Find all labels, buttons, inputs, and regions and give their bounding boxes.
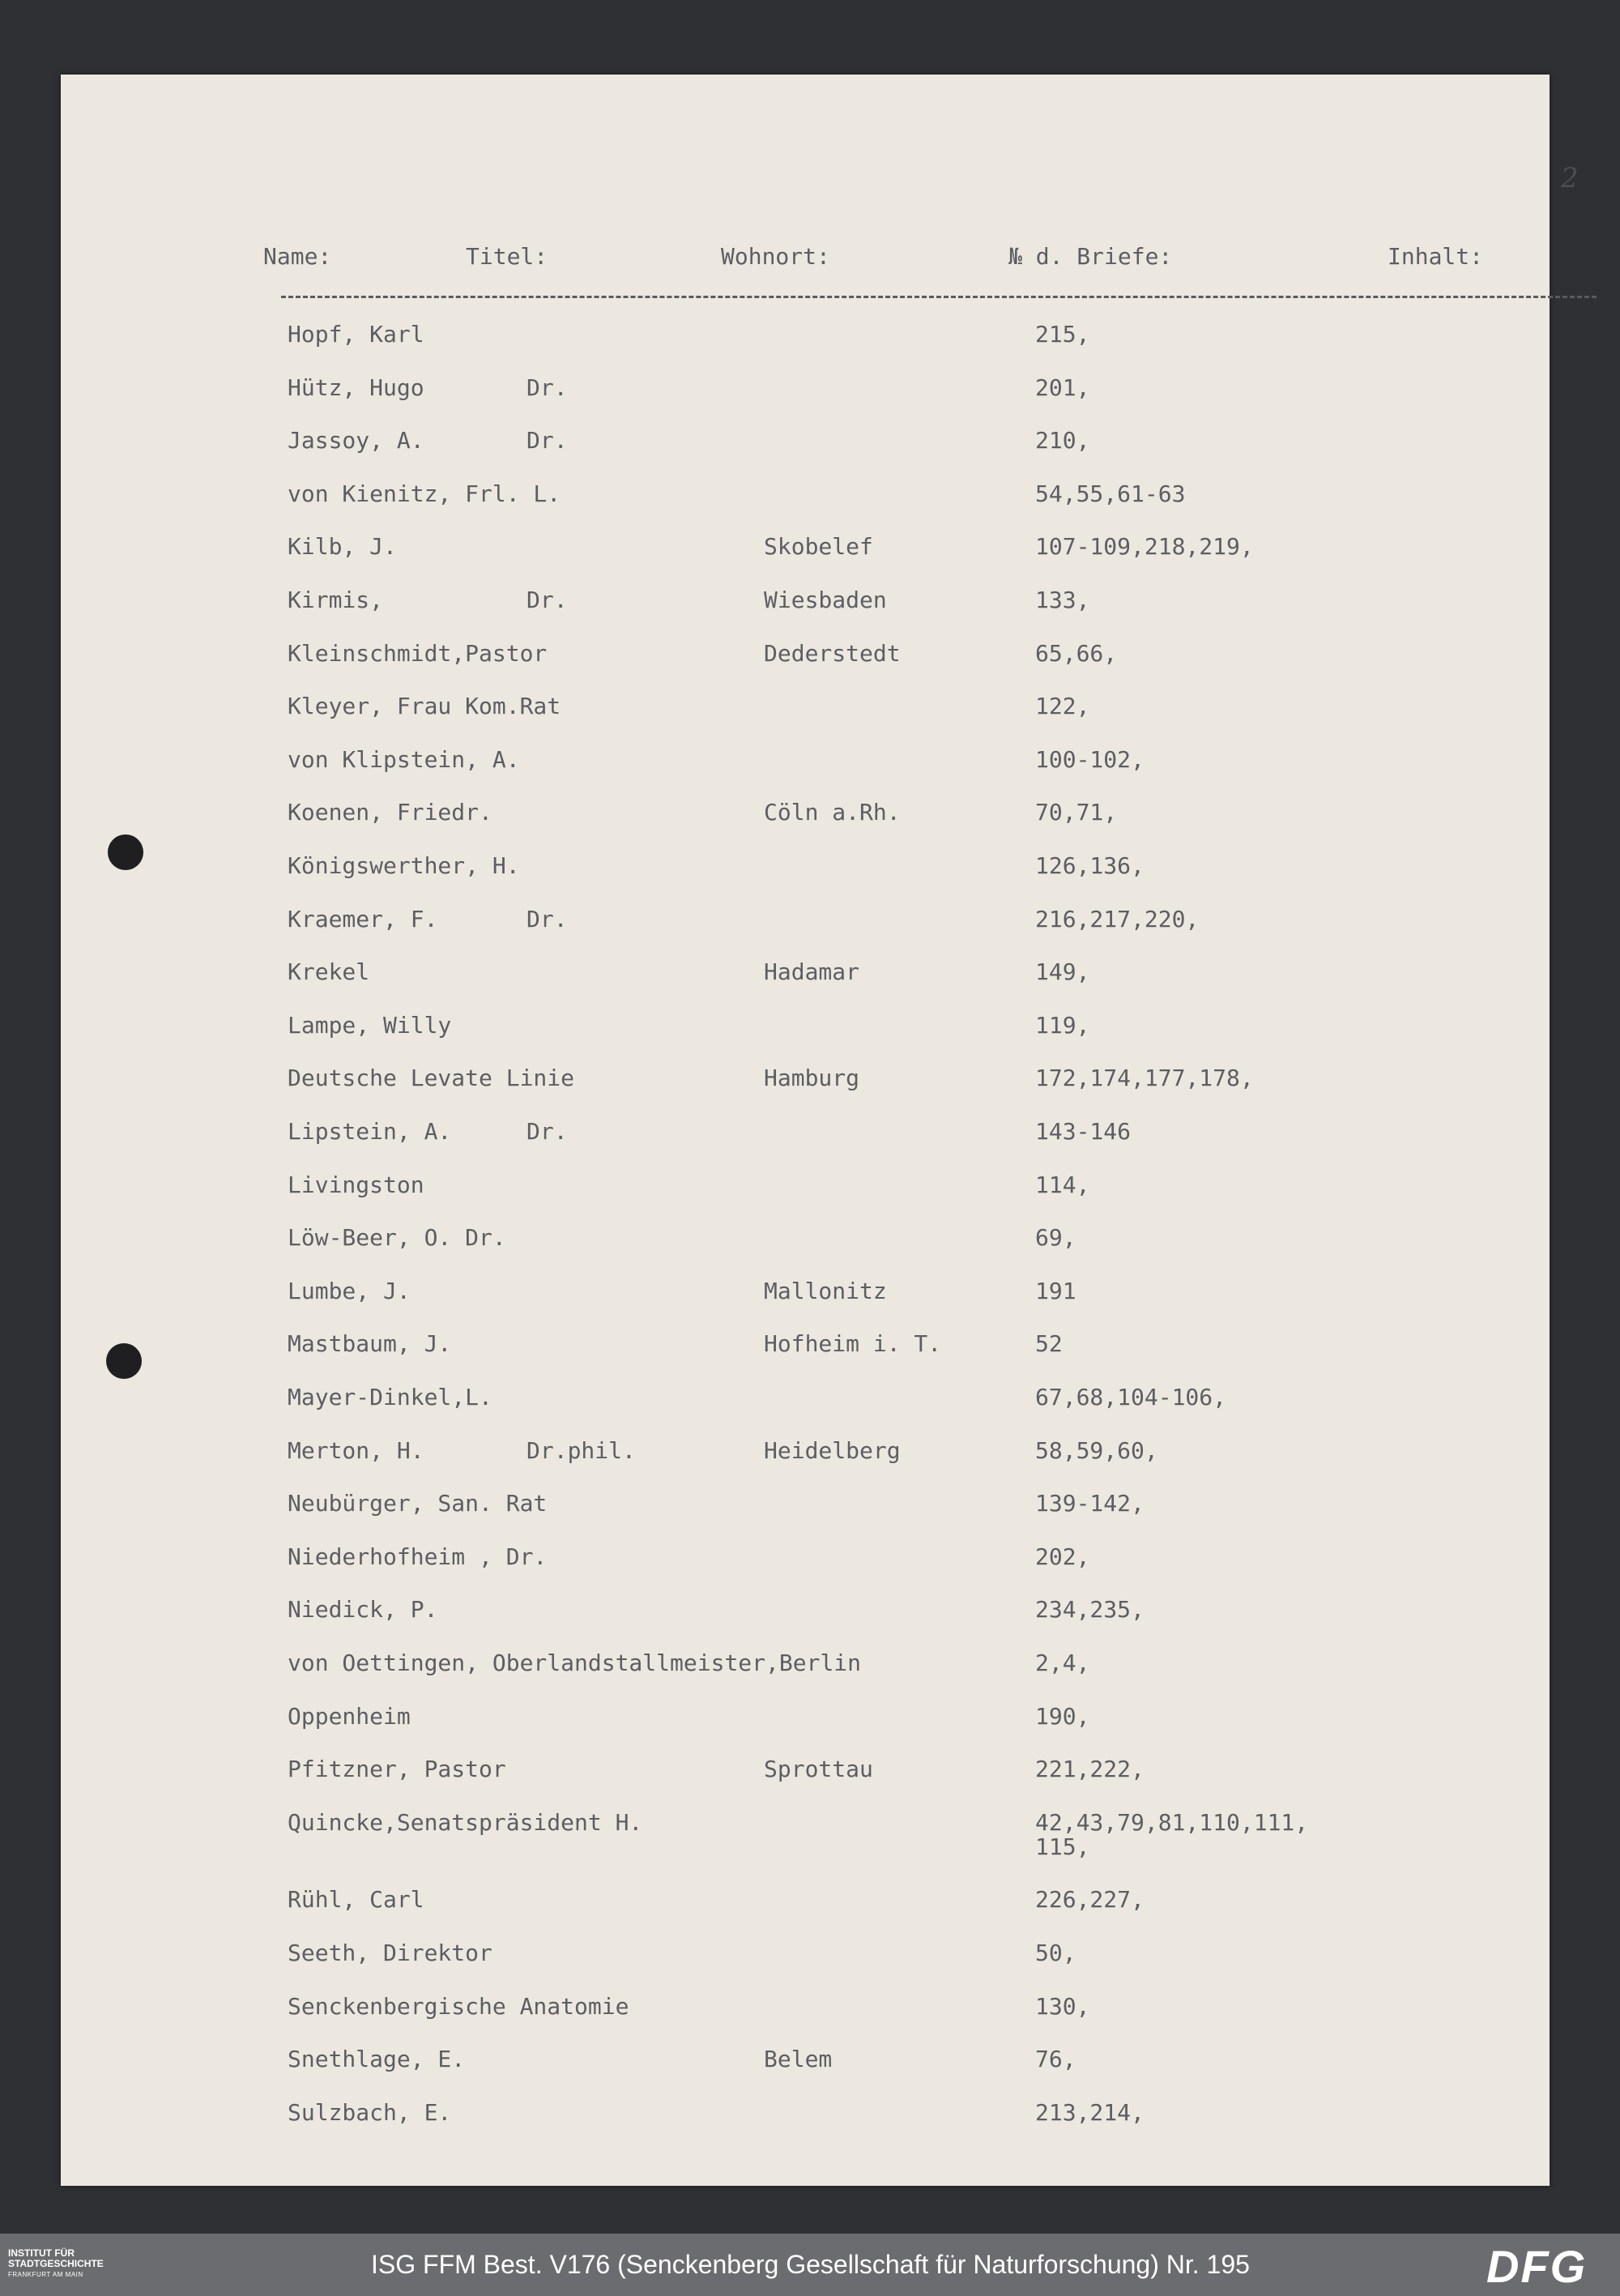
table-row (61, 959, 1550, 992)
row-wohnort: Hamburg (764, 1065, 860, 1091)
table-row (61, 1065, 1550, 1098)
institute-logo-text (8, 2248, 104, 2280)
header-wohnort: Wohnort: (721, 243, 830, 270)
row-name: von Oettingen, Oberlandstallmeister,Berlin (288, 1649, 862, 1676)
table-row (61, 853, 1550, 886)
table-row (61, 481, 1550, 514)
row-briefe: 210, (1035, 427, 1090, 454)
header-name: Name: (263, 243, 332, 270)
table-row (61, 1119, 1550, 1151)
table-row (61, 1704, 1550, 1736)
row-briefe: 122, (1035, 693, 1090, 719)
table-row (61, 1331, 1550, 1364)
table-row (61, 1278, 1550, 1311)
header-titel: Titel: (466, 243, 548, 270)
table-row (61, 747, 1550, 779)
archive-reference: ISG FFM Best. V176 (Senckenberg Gesellschaft für Naturforschung) Nr. 195 (371, 2250, 1250, 2279)
row-name: Königswerther, H. (288, 852, 520, 879)
row-titel: Dr. (526, 906, 568, 932)
table-row (61, 1994, 1550, 2026)
row-name: Hütz, Hugo (288, 374, 424, 401)
row-name: Hopf, Karl (288, 321, 424, 348)
row-name: Livingston (288, 1171, 424, 1198)
table-row (61, 1756, 1550, 1789)
row-briefe: 191 (1035, 1278, 1076, 1304)
row-briefe: 216,217,220, (1035, 906, 1200, 932)
table-row (61, 641, 1550, 673)
table-row (61, 1887, 1550, 1919)
row-briefe: 42,43,79,81,110,111, (1035, 1809, 1309, 1836)
row-name: Kleyer, Frau Kom.Rat (288, 693, 561, 719)
table-row (61, 1809, 1550, 1860)
row-name: Koenen, Friedr. (288, 799, 492, 826)
table-row (61, 322, 1550, 354)
row-name: Krekel (288, 958, 370, 985)
row-wohnort: Belem (764, 2046, 833, 2072)
row-name: Senckenbergische Anatomie (288, 1993, 629, 2020)
row-briefe: 133, (1035, 587, 1090, 613)
row-briefe: 107-109,218,219, (1035, 533, 1254, 560)
row-name: Kleinschmidt,Pastor (288, 640, 548, 667)
row-briefe: 70,71, (1035, 799, 1118, 826)
header-rule (281, 296, 1597, 298)
row-wohnort: Heidelberg (764, 1437, 901, 1464)
row-name: von Klipstein, A. (288, 746, 520, 773)
row-wohnort: Wiesbaden (764, 587, 887, 613)
row-name: Lumbe, J. (288, 1278, 411, 1304)
row-titel: Dr. (526, 1118, 568, 1145)
row-wohnort: Cöln a.Rh. (764, 799, 901, 826)
row-name: Lipstein, A. (288, 1118, 452, 1145)
table-row (61, 2100, 1550, 2132)
row-briefe: 190, (1035, 1703, 1090, 1730)
row-name: Kirmis, (288, 587, 384, 613)
document-page (61, 75, 1579, 2186)
header-inhalt: Inhalt: (1388, 243, 1484, 270)
row-wohnort: Dederstedt (764, 640, 901, 667)
row-briefe: 172,174,177,178, (1035, 1065, 1254, 1091)
row-briefe: 221,222, (1035, 1756, 1145, 1782)
row-name: Mastbaum, J. (288, 1330, 452, 1357)
row-name: Mayer-Dinkel,L. (288, 1384, 492, 1410)
row-briefe: 149, (1035, 958, 1090, 985)
row-briefe: 54,55,61-63 (1035, 480, 1186, 507)
row-briefe: 119, (1035, 1012, 1090, 1039)
table-row (61, 800, 1550, 832)
row-briefe: 130, (1035, 1993, 1090, 2020)
table-row (61, 1225, 1550, 1257)
row-briefe: 2,4, (1035, 1649, 1090, 1676)
row-briefe: 215, (1035, 321, 1090, 348)
row-titel: Dr. (526, 587, 568, 613)
row-name: von Kienitz, Frl. L. (288, 480, 561, 507)
row-name: Lampe, Willy (288, 1012, 452, 1039)
table-row (61, 428, 1550, 460)
row-titel: Dr.phil. (526, 1437, 636, 1464)
row-briefe: 201, (1035, 374, 1090, 401)
table-row (61, 1544, 1550, 1577)
page-number: 2 (1561, 162, 1579, 194)
row-name: Pfitzner, Pastor (288, 1756, 506, 1782)
row-name: Seeth, Direktor (288, 1940, 492, 1966)
table-row (61, 1597, 1550, 1629)
table-row (61, 1438, 1550, 1470)
row-briefe: 50, (1035, 1940, 1076, 1966)
institute-line-3: FRANKFURT AM MAIN (8, 2271, 83, 2278)
row-wohnort: Mallonitz (764, 1278, 887, 1304)
row-name: Oppenheim (288, 1703, 411, 1730)
row-name: Niedick, P. (288, 1596, 438, 1623)
table-row (61, 907, 1550, 939)
row-briefe: 100-102, (1035, 746, 1145, 773)
row-name: Löw-Beer, O. Dr. (288, 1224, 506, 1251)
table-row (61, 1385, 1550, 1417)
row-briefe: 213,214, (1035, 2099, 1145, 2126)
dfg-logo: DFG (1486, 2241, 1588, 2292)
row-name: Deutsche Levate Linie (288, 1065, 575, 1091)
table-row (61, 534, 1550, 566)
row-wohnort: Hofheim i. T. (764, 1330, 942, 1357)
row-wohnort: Sprottau (764, 1756, 873, 1782)
table-row (61, 375, 1550, 408)
row-wohnort: Hadamar (764, 958, 860, 985)
row-name: Kilb, J. (288, 533, 397, 560)
table-row (61, 1650, 1550, 1683)
table-row (61, 693, 1550, 726)
row-briefe-continued: 115, (1035, 1833, 1090, 1860)
row-briefe: 114, (1035, 1171, 1090, 1198)
row-briefe: 69, (1035, 1224, 1076, 1251)
row-name: Neubürger, San. Rat (288, 1490, 548, 1517)
row-briefe: 202, (1035, 1543, 1090, 1570)
row-name: Rühl, Carl (288, 1886, 424, 1913)
table-row (61, 1172, 1550, 1205)
row-briefe: 67,68,104-106, (1035, 1384, 1227, 1410)
row-briefe: 226,227, (1035, 1886, 1145, 1913)
header-briefe: № d. Briefe: (1008, 243, 1173, 270)
table-row (61, 2046, 1550, 2079)
row-wohnort: Skobelef (764, 533, 873, 560)
row-briefe: 65,66, (1035, 640, 1118, 667)
row-briefe: 126,136, (1035, 852, 1145, 879)
row-name: Sulzbach, E. (288, 2099, 452, 2126)
row-name: Quincke,Senatspräsident H. (288, 1809, 643, 1836)
row-briefe: 139-142, (1035, 1490, 1145, 1517)
table-row (61, 1491, 1550, 1523)
row-name: Niederhofheim , Dr. (288, 1543, 548, 1570)
archive-footer (0, 2234, 1620, 2296)
institute-line-2: STADTGESCHICHTE (8, 2258, 104, 2269)
row-briefe: 52 (1035, 1330, 1063, 1357)
row-briefe: 143-146 (1035, 1118, 1132, 1145)
table-row (61, 1013, 1550, 1045)
institute-line-1: INSTITUT FÜR (8, 2247, 75, 2259)
row-titel: Dr. (526, 374, 568, 401)
row-name: Kraemer, F. (288, 906, 438, 932)
table-row (61, 1940, 1550, 1973)
row-name: Jassoy, A. (288, 427, 424, 454)
row-briefe: 76, (1035, 2046, 1076, 2072)
row-name: Merton, H. (288, 1437, 424, 1464)
row-name: Snethlage, E. (288, 2046, 466, 2072)
row-briefe: 58,59,60, (1035, 1437, 1158, 1464)
row-titel: Dr. (526, 427, 568, 454)
table-row (61, 587, 1550, 620)
row-briefe: 234,235, (1035, 1596, 1145, 1623)
